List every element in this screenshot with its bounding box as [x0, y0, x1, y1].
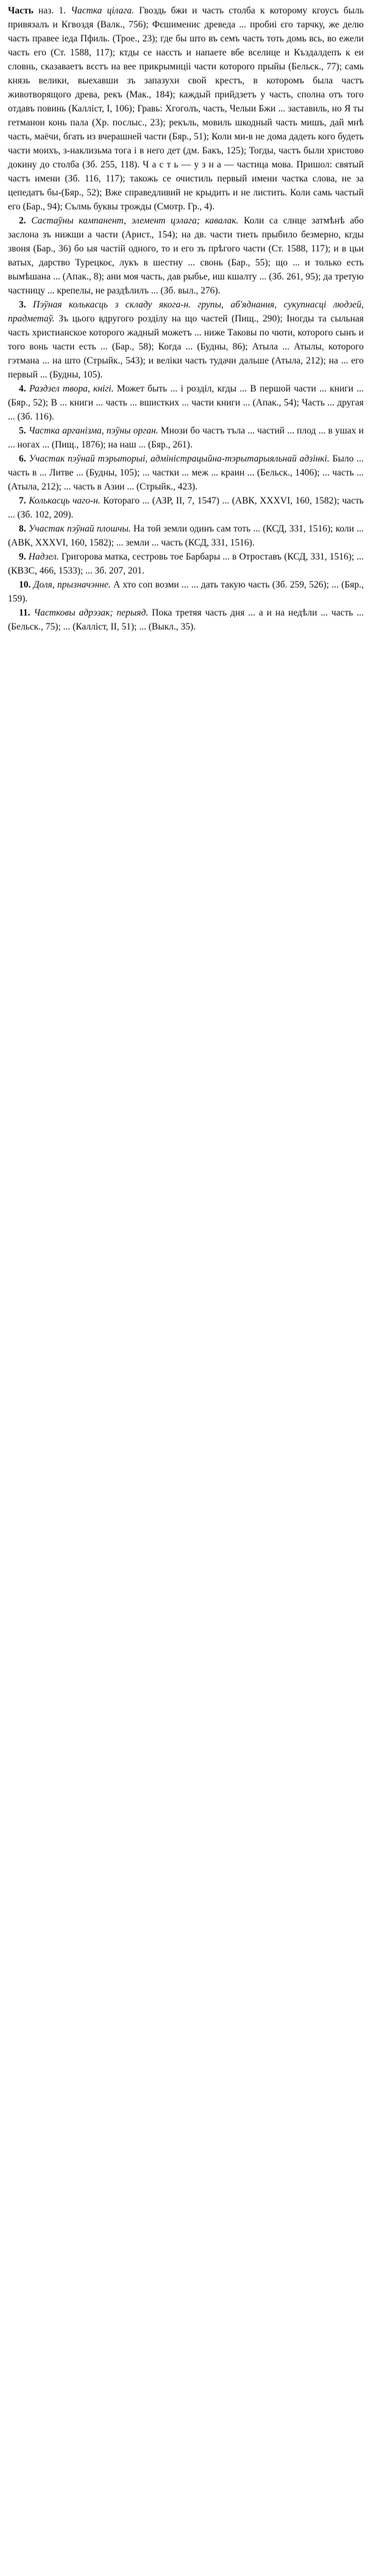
sense-gloss: Пэўная колькасць з складу якога-н. групы, аб'яднання, сукупнасці людзей, прадметаў.: [8, 300, 364, 324]
sense-number: 8.: [19, 524, 26, 534]
sense-number: 9.: [19, 552, 26, 562]
entry-sense-6: [8, 452, 364, 494]
entry-text: Гвоздь бжи и часть столба к которому кгоусъ быль привязалъ и Кгвоздя (Валк., 756); Фєшименис древеда ... пробиі єго тарчку, же делю часть правее іеда Пфиль. (Трое., 23); где бы што въ семъ часть тоть домь всь, во ежели часть его (Ст. 1588, 117); ктды се наєсть и напаете вбе вселице и Къздалдепъ к еи словнь, сказаваетъ вєстъ на вее прикрымиціі части которого прыйы (Бельск., 77); самь князь велики, выехавши зъ запазухи свой крестъ, в которомъ была частъ животворящого древа, рекъ (Мак., 184); каждый прийдзетъ у часть, сполна отъ того отдавъ повинь (Калліст, I, 106); Гравь: Хгоголъ, часть, Челыи Бжи ... заставиль, но Я ты гетманои конь пала (Хр. послыс., 23); рекъль, мовиль шкодный часть мишъ, дай мнѣ часть, маёчи, бгать из вчерашней части (Бяр., 51); Коли ми-в не дома дадеть кого будеть части моихъ, з-наклизьма тога і в него дет (дм. Бакъ, 125); Тогды, частъ были христово докину до столба (Зб. 255, 118). Ч а с т ь — у з н а — частица мова. Пришол: святый частъ имени (Зб. 116, 117); такожь се очистиль первый имени частка слова, не за цепедатъ бы-(Бяр., 52); Вже справедливий не крыдить и не листить. Коли самь частый его (Бар., 94); Сълмь буквы трожды (Смотр. Гр., 4).: [8, 5, 364, 212]
entry-sense-8: [8, 522, 364, 550]
entry-sense-2: [8, 214, 364, 298]
entry-gloss: Частка цілага.: [71, 5, 135, 16]
sense-gloss: Надзел.: [28, 552, 59, 562]
sense-text: На той земли одинъ сам тоть ... (КСД, 331, 1516); коли ... (АВК, XXXVI, 160, 1582); ... земли ... часть (КСД, 331, 1516).: [8, 524, 364, 548]
entry-sense-1: [8, 4, 364, 214]
sense-text: Григорова матка, сестровь тое Барбары ... в Отроставъ (КСД, 331, 1516); ... (КВЗС, 466, 1533); ... Зб. 207, 201.: [8, 552, 364, 576]
entry-sense-5: [8, 424, 364, 452]
sense-number: 11.: [19, 608, 30, 618]
sense-text: Было ... часть в ... Литве ... (Будны, 105); ... частки ... меж ... краин ... (Бельск., 1406); ... часть ... (Атыла, 212); ... часть в Азии ... (Стрыйк., 423).: [8, 454, 364, 492]
sense-number: 2.: [19, 216, 26, 226]
sense-gloss: Доля, прызначэнне.: [33, 580, 111, 590]
entry-headword: Часть: [8, 5, 34, 16]
sense-gloss: Участак пэўнай тэрыторыі, адміністрацыйна-тэрытарыяльнай адзінкі.: [29, 454, 330, 464]
sense-gloss: Састаўны кампанент, элемент цэлага; кавалак.: [31, 216, 239, 226]
sense-list: [8, 214, 364, 634]
sense-text: А хто соп возми ... ... дать такую часть (Зб. 259, 526); ... (Бяр., 159).: [8, 580, 364, 604]
entry-sense-9: [8, 550, 364, 578]
entry-sense-4: [8, 382, 364, 424]
sense-gloss: Колькасць чаго-н.: [29, 496, 101, 506]
sense-gloss: Частка арганізма, пэўны орган.: [28, 426, 158, 436]
sense-gloss: Раздзел твора, кнігі.: [29, 384, 114, 394]
entry-pos: наз. 1.: [38, 5, 66, 16]
sense-number: 3.: [19, 300, 26, 310]
sense-number: 6.: [19, 454, 26, 464]
entry-sense-10: [8, 578, 364, 606]
sense-text: Котораго ... (АЗР, II, 7, 1547) ... (АВК, XXXVI, 160, 1582); часть ... (Зб. 102, 209).: [8, 496, 364, 520]
entry-sense-7: [8, 494, 364, 522]
sense-gloss: Участак пэўнай плошчы.: [28, 524, 131, 534]
sense-text: Может быть ... і розділ, кгды ... В першой части ... книги ... (Бяр., 52); В ... книги ... часть ... вшистких ... части книги ... (Апак., 54); Часть ... другая ... (Зб. 116).: [8, 384, 364, 422]
entry-sense-3: [8, 298, 364, 382]
sense-text: Мнози бо частъ тъла ... частий ... плод ... в ушах и ... ногах ... (Пищ., 1876); на наш ... (Бяр., 261).: [8, 426, 364, 450]
sense-number: 10.: [19, 580, 31, 590]
entry-sense-11: [8, 606, 364, 634]
sense-number: 5.: [19, 426, 26, 436]
sense-text: Пока третяя часть дня ... а и на недѣли ... часть ... (Бельск., 75); ... (Калліст, II, 51); ... (Выкл., 35).: [8, 608, 364, 632]
sense-number: 7.: [19, 496, 26, 506]
sense-gloss: Частковы адрэзак; перыяд.: [34, 608, 149, 618]
sense-text: Зъ цього вдругого розділу на що частей (Пищ., 290); Іногды та сыльная часть христианское которого жадный можетъ ... ниже Таковы по чюти, которого сынъ и того вонь части есть ... (Бар., 58); Когда ... (Будны, 86); Атыла ... Атылы, которого гэтмана ... на што (Стрыйк., 543); и веліки часть тудачи дальше (Атыла, 212); на ... его первый ... (Будны, 105).: [8, 314, 364, 380]
sense-number: 4.: [19, 384, 26, 394]
sense-text: Коли са слнце затмѣнѣ або заслона зъ нижши а части (Арист., 154); на дв. части тнеть прыбило безмерно, кгды звоня (Бар., 36) бо ыя частій одного, то и его зъ прѣгого части (Ст. 1588, 117); и в цьи ватых, дарство Турецкоє, лукъ в шестну ... свонь (Бар., 55); що ... и только есть вымѣшана ... (Апак., 8); ани моя часть, дав рыбье, иш кшалту ... (Зб. 261, 95); да третую частницу ... крепелы, не раздѣлилъ ... (Зб. выл., 276).: [8, 216, 364, 296]
